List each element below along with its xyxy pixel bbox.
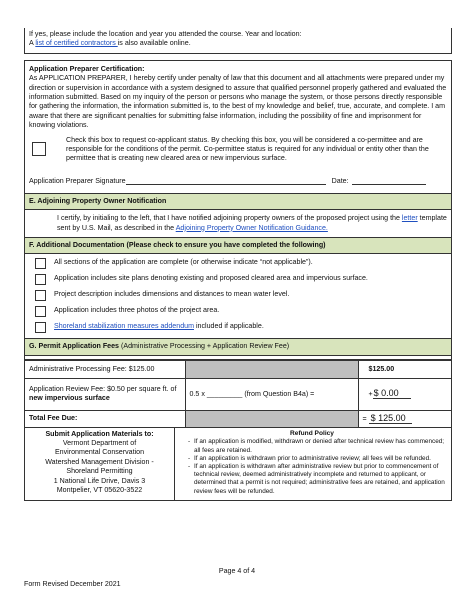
admin-fee-label: Administrative Processing Fee: $125.00 [25, 360, 185, 378]
refund-policy-item: - If an application is withdrawn prior to administrative review; all fees will be refunded. [188, 455, 445, 463]
course-location-prompt: If yes, please include the location and year you attended the course. Year and location: [29, 30, 302, 38]
checklist-item: Application includes site plans denoting existing and proposed cleared area and impervious surface. [35, 274, 447, 285]
certified-contractors-link[interactable]: list of certified contractors [35, 39, 118, 48]
certification-title: Application Preparer Certification: [29, 65, 145, 73]
checklist-checkbox[interactable] [35, 306, 46, 317]
submit-title: Submit Application Materials to: [45, 429, 154, 438]
date-field[interactable] [352, 177, 426, 185]
impervious-area-field[interactable]: _________ [206, 389, 243, 398]
refund-policy-item: - If an application is modified, withdrawn or denied after technical review has commenced; all fees are retained. [188, 438, 445, 454]
section-e-header: E. Adjoining Property Owner Notification [25, 193, 451, 210]
checklist-item: Project description includes dimensions and distances to mean water level. [35, 290, 447, 301]
checklist-item: All sections of the application are complete (or otherwise indicate “not applicable”). [35, 258, 447, 269]
form-revised: Form Revised December 2021 [24, 580, 121, 588]
checklist-checkbox[interactable] [35, 322, 46, 333]
checklist-item: Application includes three photos of the project area. [35, 306, 447, 317]
form-page [24, 28, 452, 501]
submit-refund-row [25, 428, 451, 500]
course-location-box [24, 28, 452, 54]
notification-guidance-link[interactable]: Adjoining Property Owner Notification Guidance. [175, 223, 328, 232]
contractors-line: A list of certified contractors is also available online. [29, 39, 191, 48]
coapplicant-text: Check this box to request co-applicant status. By checking this box, you will be considered a co-permittee and are responsible for the conditions of the permit. Co-permittee status is required for any individual or entity other than the permittee that is creating new cleared area or new impervious surface. [66, 135, 429, 163]
checklist-item: Shoreland stabilization measures addendum included if applicable. [35, 322, 447, 333]
total-fee-amount-cell: = $ 125.00 [358, 410, 451, 427]
review-fee-row [25, 378, 451, 410]
refund-policy-block [175, 428, 451, 496]
refund-policy-title: Refund Policy [290, 429, 334, 437]
section-f-header: F. Additional Documentation (Please check to ensure you have completed the following) [25, 237, 451, 254]
fee-table [25, 360, 451, 428]
checklist-checkbox[interactable] [35, 258, 46, 269]
certification-body: As APPLICATION PREPARER, I hereby certify under penalty of law that this document and all attachments were prepared under my direction or supervision in accordance with a system designed to assure that qualified personnel properly gathered and evaluated the information submitted. Based on my inquiry of the person or persons who manage the system, or those persons directly responsible for gathering the information, the information submitted is, to the best of my knowledge and belief, true, accurate, and complete. I am aware that there are significant penalties for submitting false information, including the possibility of fine and imprisonment for knowing violations. [29, 74, 447, 130]
section-f-list [25, 254, 451, 338]
signature-field[interactable] [126, 177, 326, 185]
total-fee-amount[interactable]: $ 125.00 [369, 413, 412, 424]
review-fee-amount[interactable]: $ 0.00 [373, 388, 411, 399]
page-number: Page 4 of 4 [218, 567, 256, 575]
checklist-checkbox[interactable] [35, 290, 46, 301]
signature-label: Application Preparer Signature [29, 176, 126, 185]
total-fee-label: Total Fee Due: [25, 410, 185, 427]
admin-fee-amount: $125.00 [358, 360, 451, 378]
refund-policy-list [179, 438, 445, 495]
certification-section [25, 61, 451, 193]
coapplicant-row [29, 136, 447, 164]
admin-fee-row [25, 360, 451, 378]
review-fee-amount-cell: +$ 0.00 [358, 378, 451, 410]
section-g-header: G. Permit Application Fees (Administrative Processing + Application Review Fee) [25, 338, 451, 355]
refund-policy-item: - If an application is withdrawn after administrative review but prior to commencement of technical review, deemed administratively incomplete and returned to applicant, or determined that a permit is not required; administrative fees are retained, and application review fees will be refunded. [188, 463, 445, 496]
review-fee-label: Application Review Fee: $0.50 per square ft. of new impervious surface [25, 378, 185, 410]
review-fee-formula: 0.5 x _________ (from Question B4a) = [185, 378, 358, 410]
letter-template-link[interactable]: letter [401, 214, 418, 223]
total-fee-row [25, 410, 451, 427]
main-form-box [24, 60, 452, 501]
section-e-body: I certify, by initialing to the left, that I have notified adjoining property owners of the proposed project using the letter template sent by U.S. Mail, as described in the Adjoining Property Owner Notification Guidance. [57, 214, 447, 232]
submit-address-block: Submit Application Materials to: Vermont Department of Environmental Conservation Watershed Management Division - Shoreland Permitting 1 National Life Drive, Davis 3 Montpelier, VT 05620-3522 [25, 428, 175, 500]
coapplicant-checkbox[interactable] [32, 142, 46, 156]
date-label: Date: [331, 176, 349, 185]
checklist-checkbox[interactable] [35, 274, 46, 285]
shoreland-addendum-link[interactable]: Shoreland stabilization measures addendum [54, 322, 194, 331]
signature-row [29, 177, 447, 186]
